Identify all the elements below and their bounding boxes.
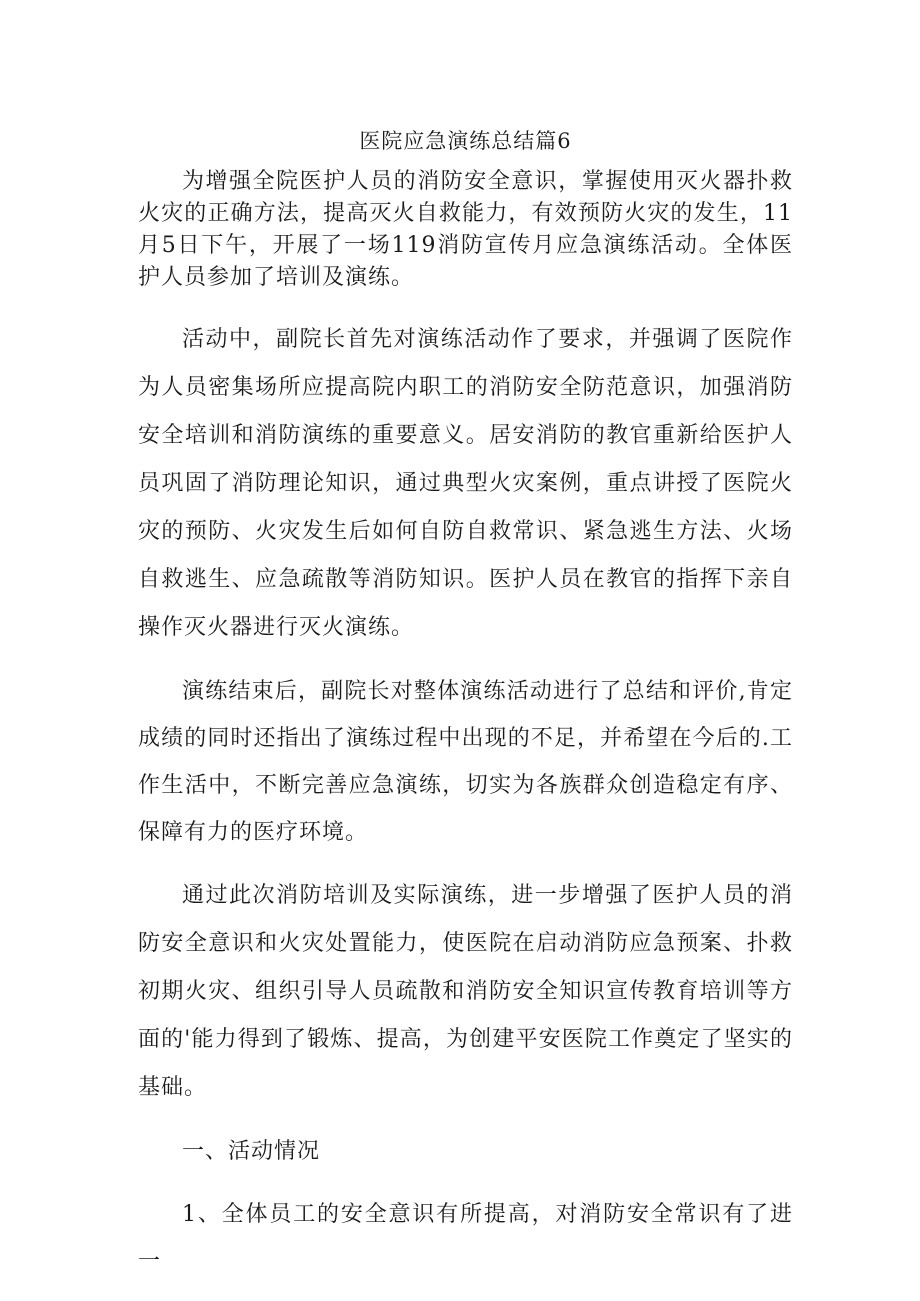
paragraph-activity: 活动中，副院长首先对演练活动作了要求，并强调了医院作为人员密集场所应提高院内职工的消防安全防范意识，加强消防安全培训和消防演练的重要意义。居安消防的教官重新给医护人员巩固了消防理论知识，通过典型火灾案例，重点讲授了医院火灾的预防、火灾发生后如何自防自救常识、紧急逃生方法、火场自救逃生、应急疏散等消防知识。医护人员在教官的指挥下亲自操作灭火器进行灭火演练。: [138, 327, 793, 640]
list-item: 1、全体员工的安全意识有所提高，对消防安全常识有了进一: [138, 1202, 793, 1274]
paragraph-result: 通过此次消防培训及实际演练，进一步增强了医护人员的消防安全意识和火灾处置能力，使医院在启动消防应急预案、扑救初期火灾、组织引导人员疏散和消防安全知识宣传教育培训等方面的'能力得到了锻炼、提高，为创建平安医院工作奠定了坚实的基础。: [138, 883, 793, 1100]
document-title: 医院应急演练总结篇6: [359, 129, 572, 153]
section-heading: 一、活动情况: [182, 1139, 321, 1164]
document-page: [138, 122, 793, 1285]
paragraph-summary: 演练结束后，副院长对整体演练活动进行了总结和评价,肯定成绩的同时还指出了演练过程中出现的不足，并希望在今后的.工作生活中，不断完善应急演练，切实为各族群众创造稳定有序、保障有力的医疗环境。: [138, 679, 793, 845]
paragraph-intro: 为增强全院医护人员的消防安全意识，掌握使用灭火器扑救火灾的正确方法，提高灭火自救能力，有效预防火灾的发生，11月5日下午，开展了一场119消防宣传月应急演练活动。全体医护人员参加了培训及演练。: [138, 169, 793, 290]
